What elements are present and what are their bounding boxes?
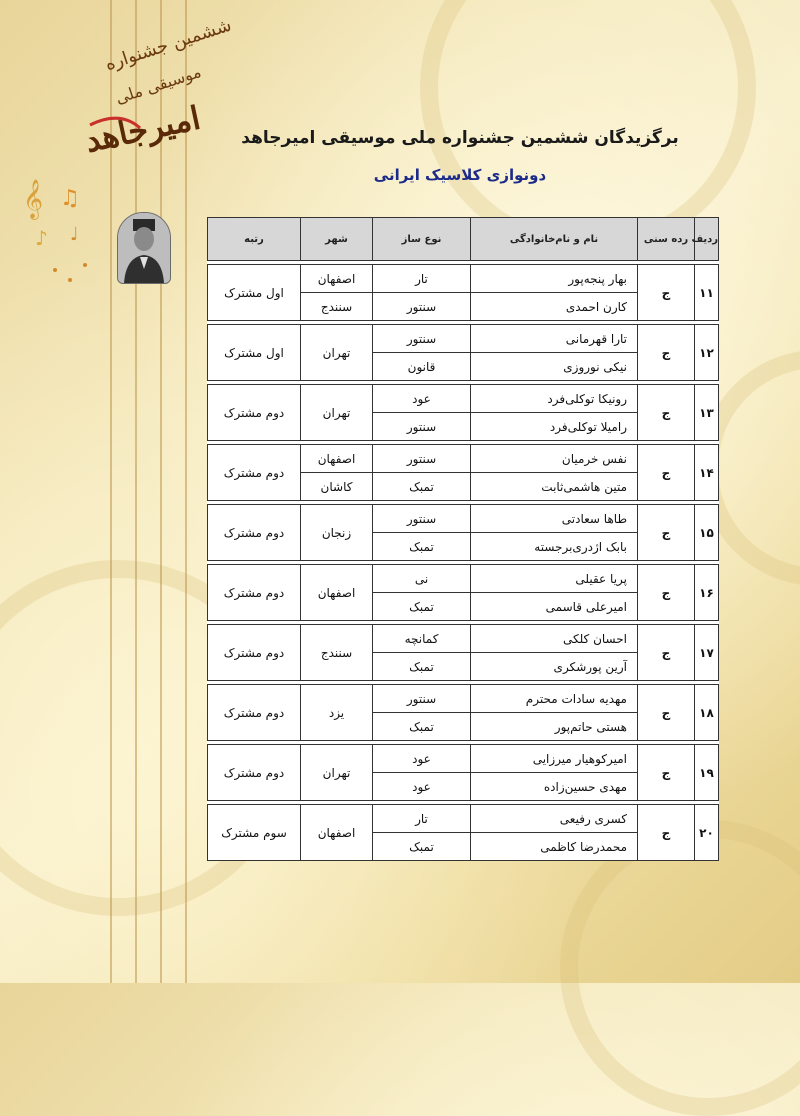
rank-cell: دوم مشترک	[208, 685, 301, 741]
music-notes-icon	[15, 170, 105, 290]
svg-text:♪: ♪	[35, 226, 48, 250]
header-name: نام و نام‌خانوادگی	[471, 218, 638, 261]
age-group-cell: ج	[638, 445, 695, 501]
page-subtitle: دونوازی کلاسیک ایرانی	[373, 166, 547, 184]
name-cell: بهار پنجه‌پور	[471, 265, 638, 293]
header-city: شهر	[301, 218, 373, 261]
row-number: ۱۶	[695, 565, 719, 621]
results-table	[207, 217, 719, 861]
name-cell: کارن احمدی	[471, 293, 638, 321]
instrument-cell: قانون	[373, 353, 471, 381]
city-cell: اصفهان	[301, 265, 373, 293]
city-cell: اصفهان	[301, 805, 373, 861]
name-cell: طاها سعادتی	[471, 505, 638, 533]
portrait-photo	[117, 212, 171, 284]
festival-logo	[20, 10, 250, 160]
city-cell: سنندج	[301, 625, 373, 681]
name-cell: نفس خرمیان	[471, 445, 638, 473]
row-number: ۲۰	[695, 805, 719, 861]
table-row	[208, 385, 719, 413]
city-cell: اصفهان	[301, 565, 373, 621]
logo-line3: امیرجاهد	[81, 98, 204, 160]
age-group-cell: ج	[638, 265, 695, 321]
instrument-cell: تمبک	[373, 473, 471, 501]
name-cell: مهدیه سادات محترم	[471, 685, 638, 713]
row-number: ۱۳	[695, 385, 719, 441]
instrument-cell: تار	[373, 805, 471, 833]
rank-cell: دوم مشترک	[208, 625, 301, 681]
rank-cell: دوم مشترک	[208, 745, 301, 801]
table-row	[208, 685, 719, 713]
name-cell: محمدرضا کاظمی	[471, 833, 638, 861]
header-row-number: ردیف	[695, 218, 719, 261]
rank-cell: سوم مشترک	[208, 805, 301, 861]
age-group-cell: ج	[638, 805, 695, 861]
name-cell: احسان کلکی	[471, 625, 638, 653]
age-group-cell: ج	[638, 385, 695, 441]
instrument-cell: تمبک	[373, 593, 471, 621]
festival-logo-emblem	[20, 10, 250, 160]
name-cell: متین هاشمی‌ثابت	[471, 473, 638, 501]
instrument-cell: عود	[373, 385, 471, 413]
logo-line2: موسیقی ملی	[113, 62, 204, 108]
table-row	[208, 445, 719, 473]
name-cell: پریا عقیلی	[471, 565, 638, 593]
table-row	[208, 565, 719, 593]
instrument-cell: تمبک	[373, 653, 471, 681]
age-group-cell: ج	[638, 625, 695, 681]
name-cell: امیرعلی قاسمی	[471, 593, 638, 621]
svg-text:𝄞: 𝄞	[23, 179, 44, 219]
row-number: ۱۱	[695, 265, 719, 321]
header-age-group: رده سنی	[638, 218, 695, 261]
city-cell: زنجان	[301, 505, 373, 561]
rank-cell: دوم مشترک	[208, 565, 301, 621]
city-cell: سنندج	[301, 293, 373, 321]
instrument-cell: سنتور	[373, 413, 471, 441]
row-number: ۱۸	[695, 685, 719, 741]
name-cell: مهدی حسین‌زاده	[471, 773, 638, 801]
table-row	[208, 325, 719, 353]
table-body	[208, 261, 719, 861]
name-cell: رامیلا توکلی‌فرد	[471, 413, 638, 441]
table-header-row	[208, 218, 719, 261]
age-group-cell: ج	[638, 505, 695, 561]
table-row	[208, 745, 719, 773]
rank-cell: اول مشترک	[208, 265, 301, 321]
instrument-cell: تمبک	[373, 833, 471, 861]
instrument-cell: نی	[373, 565, 471, 593]
table-row	[208, 505, 719, 533]
row-number: ۱۲	[695, 325, 719, 381]
age-group-cell: ج	[638, 565, 695, 621]
row-number: ۱۹	[695, 745, 719, 801]
instrument-cell: تار	[373, 265, 471, 293]
instrument-cell: تمبک	[373, 533, 471, 561]
row-number: ۱۷	[695, 625, 719, 681]
rank-cell: دوم مشترک	[208, 445, 301, 501]
header-rank: رتبه	[208, 218, 301, 261]
table-row	[208, 265, 719, 293]
city-cell: تهران	[301, 325, 373, 381]
svg-text:♩: ♩	[70, 224, 79, 245]
logo-line1: ششمین جشنواره	[102, 14, 235, 76]
age-group-cell: ج	[638, 745, 695, 801]
table-row	[208, 805, 719, 833]
name-cell: رونیکا توکلی‌فرد	[471, 385, 638, 413]
city-cell: کاشان	[301, 473, 373, 501]
svg-text:♫: ♫	[60, 186, 80, 211]
instrument-cell: سنتور	[373, 445, 471, 473]
name-cell: نیکی نوروزی	[471, 353, 638, 381]
header-instrument: نوع ساز	[373, 218, 471, 261]
background-ornament	[560, 820, 800, 1116]
row-number: ۱۵	[695, 505, 719, 561]
city-cell: تهران	[301, 745, 373, 801]
instrument-cell: عود	[373, 745, 471, 773]
instrument-cell: سنتور	[373, 293, 471, 321]
name-cell: هستی حاتم‌پور	[471, 713, 638, 741]
name-cell: آرین پورشکری	[471, 653, 638, 681]
instrument-cell: سنتور	[373, 685, 471, 713]
name-cell: امیرکوهیار میرزایی	[471, 745, 638, 773]
instrument-cell: سنتور	[373, 505, 471, 533]
instrument-cell: تمبک	[373, 713, 471, 741]
city-cell: یزد	[301, 685, 373, 741]
rank-cell: دوم مشترک	[208, 385, 301, 441]
name-cell: تارا قهرمانی	[471, 325, 638, 353]
rank-cell: دوم مشترک	[208, 505, 301, 561]
name-cell: کسری رفیعی	[471, 805, 638, 833]
instrument-cell: سنتور	[373, 325, 471, 353]
row-number: ۱۴	[695, 445, 719, 501]
page-title: برگزیدگان ششمین جشنواره ملی موسیقی امیرجاهد	[241, 128, 679, 148]
age-group-cell: ج	[638, 325, 695, 381]
instrument-cell: عود	[373, 773, 471, 801]
city-cell: اصفهان	[301, 445, 373, 473]
age-group-cell: ج	[638, 685, 695, 741]
name-cell: بابک اژدری‌برجسته	[471, 533, 638, 561]
city-cell: تهران	[301, 385, 373, 441]
table-row	[208, 625, 719, 653]
rank-cell: اول مشترک	[208, 325, 301, 381]
instrument-cell: کمانچه	[373, 625, 471, 653]
